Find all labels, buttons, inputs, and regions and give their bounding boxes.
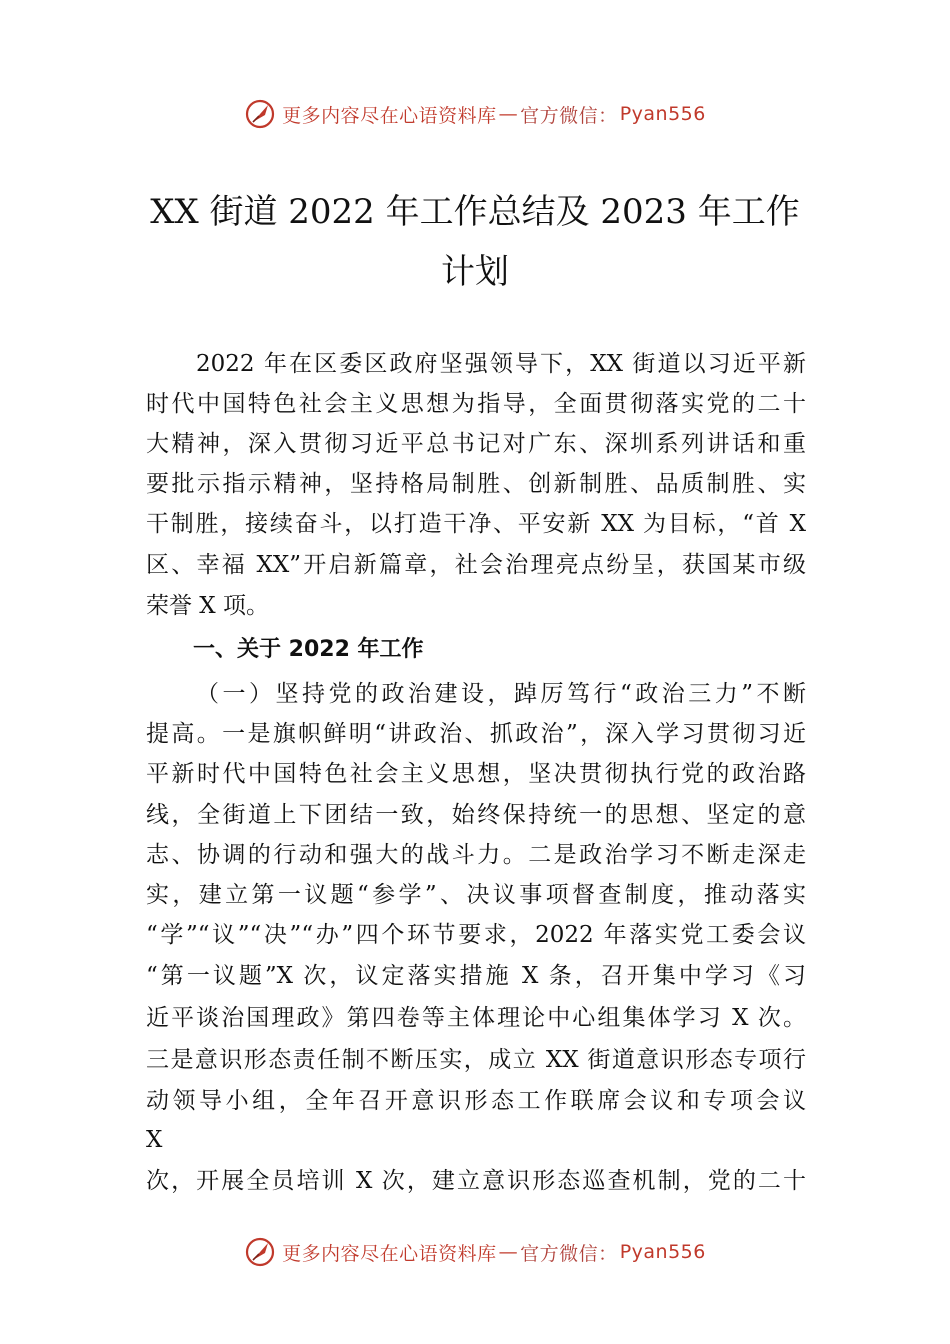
paragraph-line: 平新时代中国特色社会主义思想，坚决贯彻执行党的政治路 <box>146 761 806 787</box>
banner-dash: — <box>498 1241 519 1263</box>
paragraph-line: 区、幸福 XX”开启新篇章，社会治理亮点纷呈，获国某市级 <box>146 552 806 578</box>
quill-logo-icon <box>244 1236 276 1268</box>
paragraph-line: 线，全街道上下团结一致，始终保持统一的思想、坚定的意 <box>146 802 806 828</box>
banner-wechat-label: 官方微信： <box>520 1242 618 1265</box>
paragraph-line: 2022 年在区委区政府坚强领导下，XX 街道以习近平新 <box>196 351 806 377</box>
paragraph-line: “学”“议”“决”“办”四个环节要求，2022 年落实党工委会议 <box>146 922 806 948</box>
paragraph-line: 动领导小组，全年召开意识形态工作联席会议和专项会议 <box>146 1088 806 1114</box>
quill-logo-icon <box>244 98 276 130</box>
paragraph-line: 提高。一是旗帜鲜明“讲政治、抓政治”，深入学习贯彻习近 <box>146 721 806 747</box>
footer-banner <box>0 1232 950 1272</box>
paragraph-line: 干制胜，接续奋斗，以打造干净、平安新 XX 为目标，“首 X <box>146 511 806 537</box>
paragraph-line: 志、协调的行动和强大的战斗力。二是政治学习不断走深走 <box>146 842 806 868</box>
paragraph-line: 近平谈治国理政》第四卷等主体理论中心组集体学习 X 次。 <box>146 1005 806 1031</box>
banner-wechat-id: Pyan556 <box>619 103 706 125</box>
banner-dash: — <box>498 103 519 125</box>
paragraph-line: X <box>146 1127 163 1153</box>
paragraph-line: 要批示指示精神，坚持格局制胜、创新制胜、品质制胜、实 <box>146 471 806 497</box>
paragraph-line: 时代中国特色社会主义思想为指导，全面贯彻落实党的二十 <box>146 391 806 417</box>
paragraph-line: 荣誉 X 项。 <box>146 593 269 619</box>
paragraph-line: “第一议题”X 次，议定落实措施 X 条，召开集中学习《习 <box>146 963 806 989</box>
banner-brand: 更多内容尽在心语资料库 <box>282 104 497 127</box>
banner-wechat-id: Pyan556 <box>619 1241 706 1263</box>
section-heading: 一、关于 2022 年工作 <box>193 637 424 662</box>
banner-wechat-label: 官方微信： <box>520 104 618 127</box>
paragraph-line: 实，建立第一议题“参学”、决议事项督查制度，推动落实 <box>146 882 806 908</box>
document-title-line-1: XX 街道 2022 年工作总结及 2023 年工作 <box>150 192 800 232</box>
paragraph-line: 三是意识形态责任制不断压实，成立 XX 街道意识形态专项行 <box>146 1047 806 1073</box>
paragraph-line: 次，开展全员培训 X 次，建立意识形态巡查机制，党的二十 <box>146 1168 806 1194</box>
header-banner <box>0 94 950 134</box>
paragraph-line: 大精神，深入贯彻习近平总书记对广东、深圳系列讲话和重 <box>146 431 806 457</box>
document-title-line-2: 计划 <box>441 252 509 292</box>
paragraph-line: （一）坚持党的政治建设，踔厉笃行“政治三力”不断 <box>196 681 806 707</box>
banner-brand: 更多内容尽在心语资料库 <box>282 1242 497 1265</box>
